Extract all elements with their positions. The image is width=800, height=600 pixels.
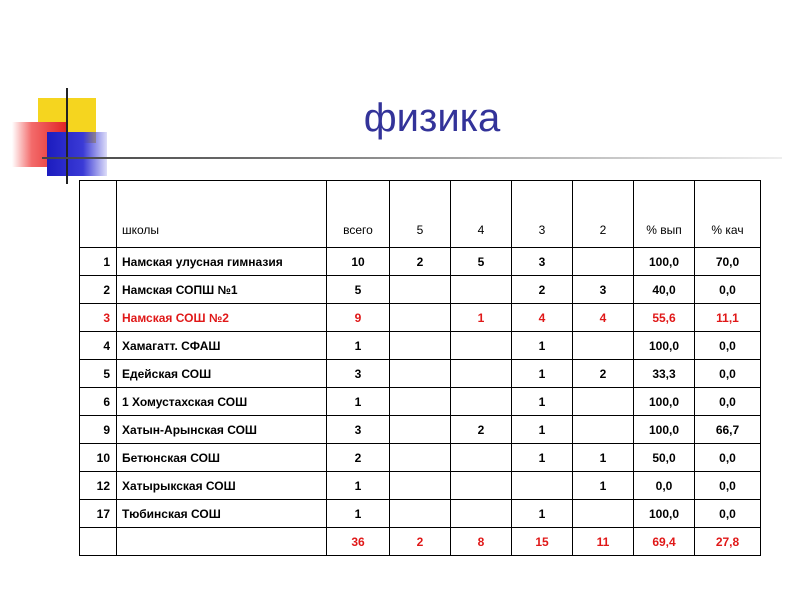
grade-3-count — [512, 472, 573, 500]
quality-rate: 0,0 — [695, 472, 761, 500]
grade-5-count — [390, 444, 451, 472]
grade-5-count — [390, 500, 451, 528]
header-cell-total: всего — [327, 181, 390, 248]
grade-5-count — [390, 276, 451, 304]
pass-rate: 100,0 — [634, 332, 695, 360]
grade-3-count: 1 — [512, 388, 573, 416]
total-count: 3 — [327, 360, 390, 388]
quality-rate: 70,0 — [695, 248, 761, 276]
grade-2-count: 1 — [573, 444, 634, 472]
row-number: 17 — [80, 500, 117, 528]
school-name: Намская СОШ №2 — [117, 304, 327, 332]
grade-4-count: 8 — [451, 528, 512, 556]
quality-rate: 27,8 — [695, 528, 761, 556]
table-row — [80, 332, 761, 360]
header-cell-pass-rate: % вып — [634, 181, 695, 248]
grade-4-count: 2 — [451, 416, 512, 444]
header-cell-grade-5: 5 — [390, 181, 451, 248]
grade-2-count — [573, 248, 634, 276]
grade-2-count — [573, 388, 634, 416]
grade-3-count: 2 — [512, 276, 573, 304]
grade-3-count: 3 — [512, 248, 573, 276]
grade-5-count: 2 — [390, 248, 451, 276]
total-count: 1 — [327, 388, 390, 416]
school-name: Намская СОПШ №1 — [117, 276, 327, 304]
school-name: Хамагатт. СФАШ — [117, 332, 327, 360]
row-number: 9 — [80, 416, 117, 444]
pass-rate: 0,0 — [634, 472, 695, 500]
grade-2-count: 2 — [573, 360, 634, 388]
table-row — [80, 388, 761, 416]
pass-rate: 100,0 — [634, 248, 695, 276]
grade-4-count: 5 — [451, 248, 512, 276]
school-name: Намская улусная гимназия — [117, 248, 327, 276]
header-cell-quality-rate: % кач — [695, 181, 761, 248]
grade-4-count — [451, 388, 512, 416]
results-table — [79, 180, 761, 556]
total-count: 9 — [327, 304, 390, 332]
grade-5-count: 2 — [390, 528, 451, 556]
grade-4-count — [451, 500, 512, 528]
grade-2-count — [573, 332, 634, 360]
slide-title: физика — [363, 96, 501, 140]
pass-rate: 33,3 — [634, 360, 695, 388]
school-name: Хатырыкская СОШ — [117, 472, 327, 500]
header-cell-number — [80, 181, 117, 248]
quality-rate: 11,1 — [695, 304, 761, 332]
grade-2-count: 4 — [573, 304, 634, 332]
grade-5-count — [390, 416, 451, 444]
school-name — [117, 528, 327, 556]
grade-3-count: 4 — [512, 304, 573, 332]
table-row — [80, 360, 761, 388]
quality-rate: 0,0 — [695, 332, 761, 360]
pass-rate: 69,4 — [634, 528, 695, 556]
grade-5-count — [390, 332, 451, 360]
school-name: Бетюнская СОШ — [117, 444, 327, 472]
table-header-row — [80, 181, 761, 248]
grade-4-count — [451, 472, 512, 500]
row-number: 3 — [80, 304, 117, 332]
table-row — [80, 416, 761, 444]
grade-2-count: 1 — [573, 472, 634, 500]
grade-4-count — [451, 276, 512, 304]
grade-3-count: 1 — [512, 360, 573, 388]
row-number: 10 — [80, 444, 117, 472]
row-number: 5 — [80, 360, 117, 388]
row-number: 1 — [80, 248, 117, 276]
grade-3-count: 1 — [512, 332, 573, 360]
row-number: 12 — [80, 472, 117, 500]
table-row — [80, 304, 761, 332]
total-count: 36 — [327, 528, 390, 556]
decor-horizontal-line — [42, 157, 782, 159]
grade-2-count — [573, 416, 634, 444]
grade-5-count — [390, 388, 451, 416]
table-row — [80, 472, 761, 500]
total-count: 10 — [327, 248, 390, 276]
school-name: Тюбинская СОШ — [117, 500, 327, 528]
grade-4-count: 1 — [451, 304, 512, 332]
grade-5-count — [390, 304, 451, 332]
pass-rate: 100,0 — [634, 500, 695, 528]
quality-rate: 0,0 — [695, 388, 761, 416]
row-number — [80, 528, 117, 556]
grade-4-count — [451, 332, 512, 360]
total-count: 1 — [327, 500, 390, 528]
pass-rate: 50,0 — [634, 444, 695, 472]
pass-rate: 55,6 — [634, 304, 695, 332]
grade-3-count: 15 — [512, 528, 573, 556]
grade-5-count — [390, 360, 451, 388]
total-count: 1 — [327, 332, 390, 360]
quality-rate: 0,0 — [695, 444, 761, 472]
total-count: 3 — [327, 416, 390, 444]
total-count: 5 — [327, 276, 390, 304]
quality-rate: 0,0 — [695, 276, 761, 304]
quality-rate: 0,0 — [695, 500, 761, 528]
table-row — [80, 276, 761, 304]
totals-row — [80, 528, 761, 556]
table-row — [80, 444, 761, 472]
grade-3-count: 1 — [512, 444, 573, 472]
grade-5-count — [390, 472, 451, 500]
table-row — [80, 248, 761, 276]
total-count: 2 — [327, 444, 390, 472]
grade-2-count: 11 — [573, 528, 634, 556]
school-name: Хатын-Арынская СОШ — [117, 416, 327, 444]
grade-3-count: 1 — [512, 416, 573, 444]
row-number: 2 — [80, 276, 117, 304]
quality-rate: 66,7 — [695, 416, 761, 444]
grade-3-count: 1 — [512, 500, 573, 528]
row-number: 4 — [80, 332, 117, 360]
grade-4-count — [451, 360, 512, 388]
header-cell-grade-4: 4 — [451, 181, 512, 248]
school-name: 1 Хомустахская СОШ — [117, 388, 327, 416]
header-cell-grade-2: 2 — [573, 181, 634, 248]
pass-rate: 40,0 — [634, 276, 695, 304]
row-number: 6 — [80, 388, 117, 416]
header-cell-grade-3: 3 — [512, 181, 573, 248]
grade-2-count: 3 — [573, 276, 634, 304]
grade-4-count — [451, 444, 512, 472]
header-cell-schools: школы — [117, 181, 327, 248]
school-name: Едейская СОШ — [117, 360, 327, 388]
quality-rate: 0,0 — [695, 360, 761, 388]
total-count: 1 — [327, 472, 390, 500]
table-row — [80, 500, 761, 528]
grade-2-count — [573, 500, 634, 528]
pass-rate: 100,0 — [634, 416, 695, 444]
pass-rate: 100,0 — [634, 388, 695, 416]
